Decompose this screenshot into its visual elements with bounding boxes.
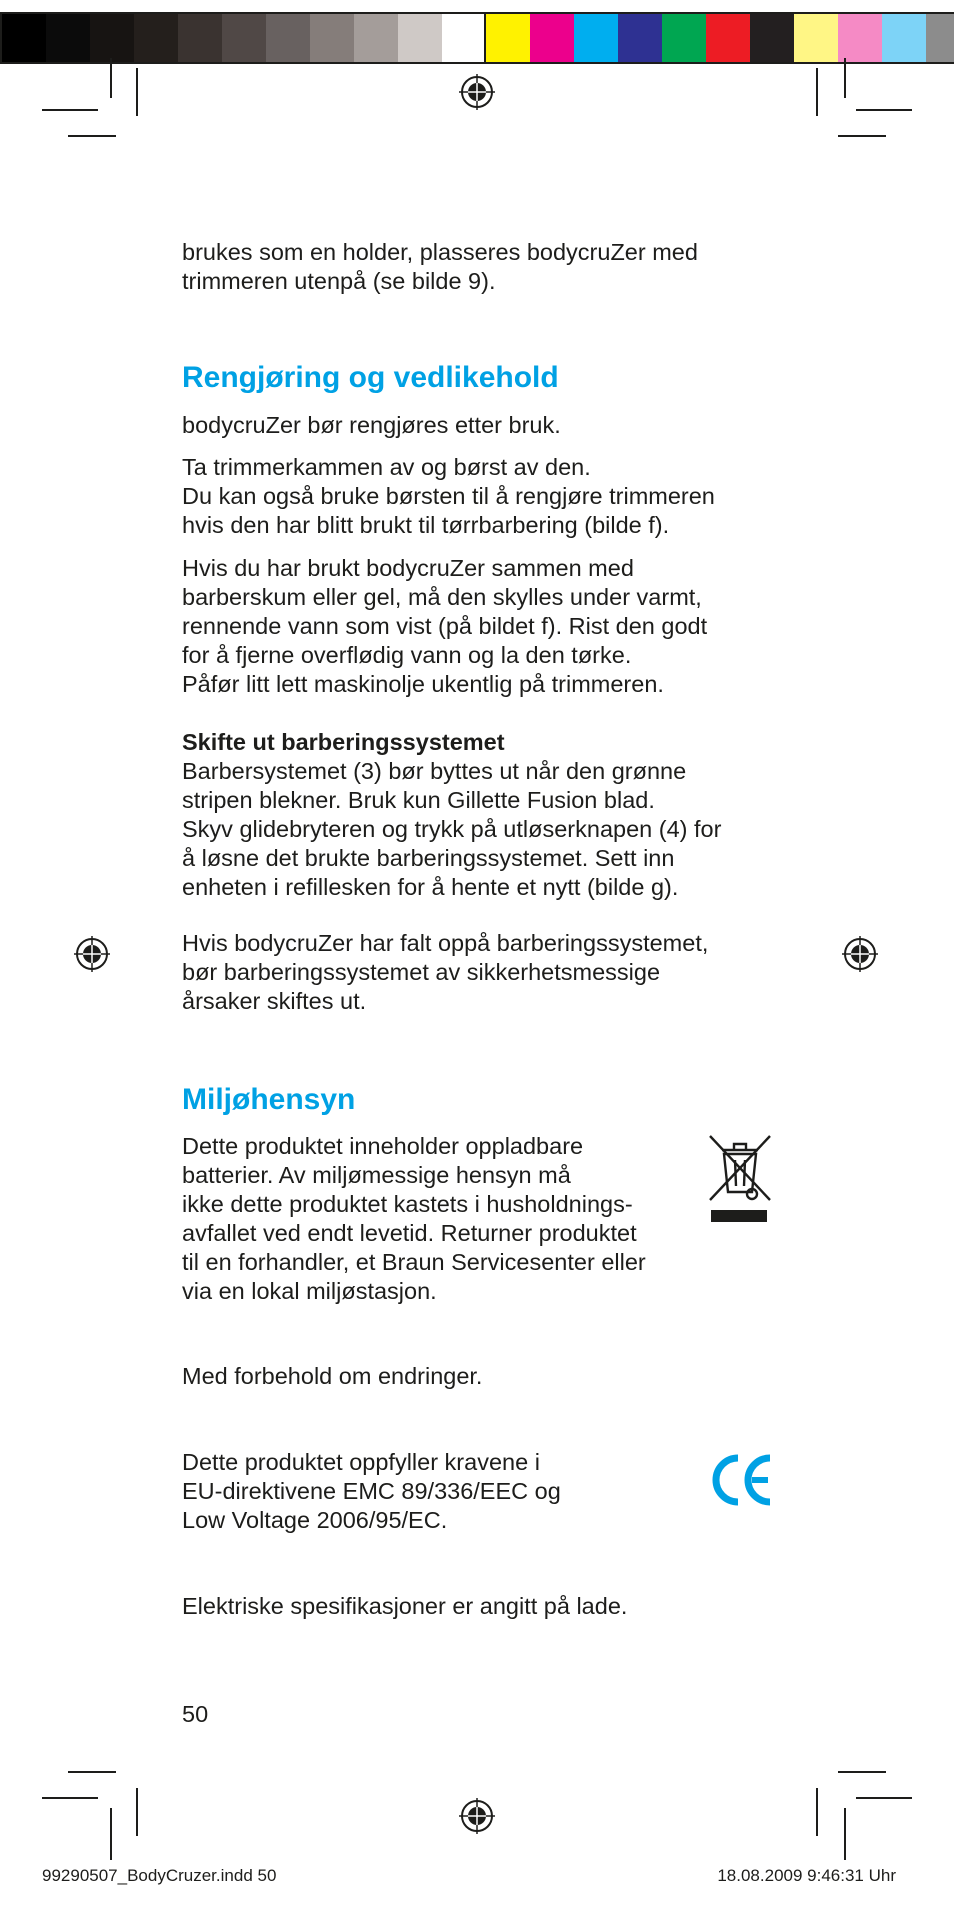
registration-mark-icon [459, 74, 495, 110]
registration-mark-icon [74, 936, 110, 972]
crop-mark [844, 1808, 846, 1860]
text-line: Elektriske spesifikasjoner er angitt på lade. [182, 1593, 628, 1619]
subheading-replace-shaver: Skifte ut barberingssystemet [182, 729, 505, 755]
compliance-paragraph [182, 1448, 782, 1535]
color-swatch [90, 14, 134, 62]
color-calibration-bar [484, 12, 954, 64]
environment-paragraph [182, 1132, 782, 1306]
text-line: Hvis du har brukt bodycruZer sammen med [182, 555, 634, 581]
text-line: til en forhandler, et Braun Servicesenter eller [182, 1249, 646, 1275]
footer-filename: 99290507_BodyCruzer.indd 50 [42, 1866, 277, 1885]
crop-mark [844, 58, 846, 98]
reservation-paragraph [182, 1362, 782, 1391]
ce-mark-icon [708, 1452, 774, 1508]
color-swatch [574, 14, 618, 62]
crop-mark [838, 135, 886, 137]
page-number: 50 [182, 1701, 209, 1727]
color-swatch [222, 14, 266, 62]
text-line: Dette produktet inneholder oppladbare [182, 1133, 584, 1159]
specs-paragraph [182, 1592, 782, 1621]
text-line: for å fjerne overflødig vann og la den tørke. [182, 642, 632, 668]
section-heading-environment: Miljøhensyn [182, 1083, 356, 1116]
text-line: Skyv glidebryteren og trykk på utløserknapen (4) for [182, 816, 722, 842]
safety-paragraph [182, 929, 782, 1016]
color-swatch [178, 14, 222, 62]
color-swatch [882, 14, 926, 62]
grey-calibration-bar [0, 12, 488, 64]
color-swatch [486, 14, 530, 62]
text-line: rennende vann som vist (på bildet f). Rist den godt [182, 613, 708, 639]
crop-mark [136, 1788, 138, 1836]
text-line: trimmeren utenpå (se bilde 9). [182, 268, 496, 294]
text-line: hvis den har blitt brukt til tørrbarbering (bilde f). [182, 512, 670, 538]
text-line: årsaker skiftes ut. [182, 988, 367, 1014]
text-line: avfallet ved endt levetid. Returner produktet [182, 1220, 637, 1246]
color-swatch [838, 14, 882, 62]
crop-mark [856, 1797, 912, 1799]
color-swatch [310, 14, 354, 62]
crop-mark [816, 68, 818, 116]
text-line: EU-direktivene EMC 89/336/EEC og [182, 1478, 561, 1504]
color-swatch [794, 14, 838, 62]
text-line: bodycruZer bør rengjøres etter bruk. [182, 412, 561, 438]
color-swatch [618, 14, 662, 62]
crop-mark [42, 1797, 98, 1799]
cleaning-paragraph-3 [182, 554, 782, 699]
color-swatch [750, 14, 794, 62]
text-line: Low Voltage 2006/95/EC. [182, 1507, 448, 1533]
color-swatch [442, 14, 486, 62]
replace-shaver-paragraph [182, 728, 782, 902]
cleaning-paragraph-2 [182, 453, 782, 540]
text-line: batterier. Av miljømessige hensyn må [182, 1162, 571, 1188]
color-swatch [2, 14, 46, 62]
text-line: enheten i refillesken for å hente et nytt (bilde g). [182, 874, 679, 900]
text-line: å løsne det brukte barberingssystemet. Sett inn [182, 845, 675, 871]
color-swatch [398, 14, 442, 62]
text-line: stripen blekner. Bruk kun Gillette Fusion blad. [182, 787, 655, 813]
text-line: bør barberingssystemet av sikkerhetsmessige [182, 959, 661, 985]
crop-mark [856, 109, 912, 111]
text-line: Med forbehold om endringer. [182, 1363, 483, 1389]
crop-mark [816, 1788, 818, 1836]
crop-mark [838, 1771, 886, 1773]
registration-mark-icon [459, 1798, 495, 1834]
text-line: Dette produktet oppfyller kravene i [182, 1449, 540, 1475]
text-line: brukes som en holder, plasseres bodycruZer med [182, 239, 698, 265]
text-line: via en lokal miljøstasjon. [182, 1278, 437, 1304]
color-swatch [134, 14, 178, 62]
text-line: Du kan også bruke børsten til å rengjøre trimmeren [182, 483, 715, 509]
crop-mark [68, 135, 116, 137]
cleaning-paragraph-1 [182, 411, 782, 440]
text-line: Ta trimmerkammen av og børst av den. [182, 454, 591, 480]
color-swatch [266, 14, 310, 62]
weee-crossed-bin-icon [708, 1134, 772, 1226]
color-swatch [46, 14, 90, 62]
crop-mark [68, 1771, 116, 1773]
text-line: Hvis bodycruZer har falt oppå barberingssystemet, [182, 930, 709, 956]
intro-paragraph [182, 238, 782, 296]
section-heading-cleaning: Rengjøring og vedlikehold [182, 361, 559, 394]
color-swatch [926, 14, 954, 62]
crop-mark [110, 58, 112, 98]
color-swatch [530, 14, 574, 62]
crop-mark [110, 1808, 112, 1860]
color-swatch [706, 14, 750, 62]
text-line: Barbersystemet (3) bør byttes ut når den grønne [182, 758, 687, 784]
crop-mark [136, 68, 138, 116]
color-swatch [662, 14, 706, 62]
crop-mark [42, 109, 98, 111]
text-line: ikke dette produktet kastets i husholdnings- [182, 1191, 633, 1217]
footer-timestamp: 18.08.2009 9:46:31 Uhr [717, 1866, 896, 1885]
text-line: Påfør litt lett maskinolje ukentlig på trimmeren. [182, 671, 664, 697]
color-swatch [354, 14, 398, 62]
registration-mark-icon [842, 936, 878, 972]
text-line: barberskum eller gel, må den skylles under varmt, [182, 584, 702, 610]
